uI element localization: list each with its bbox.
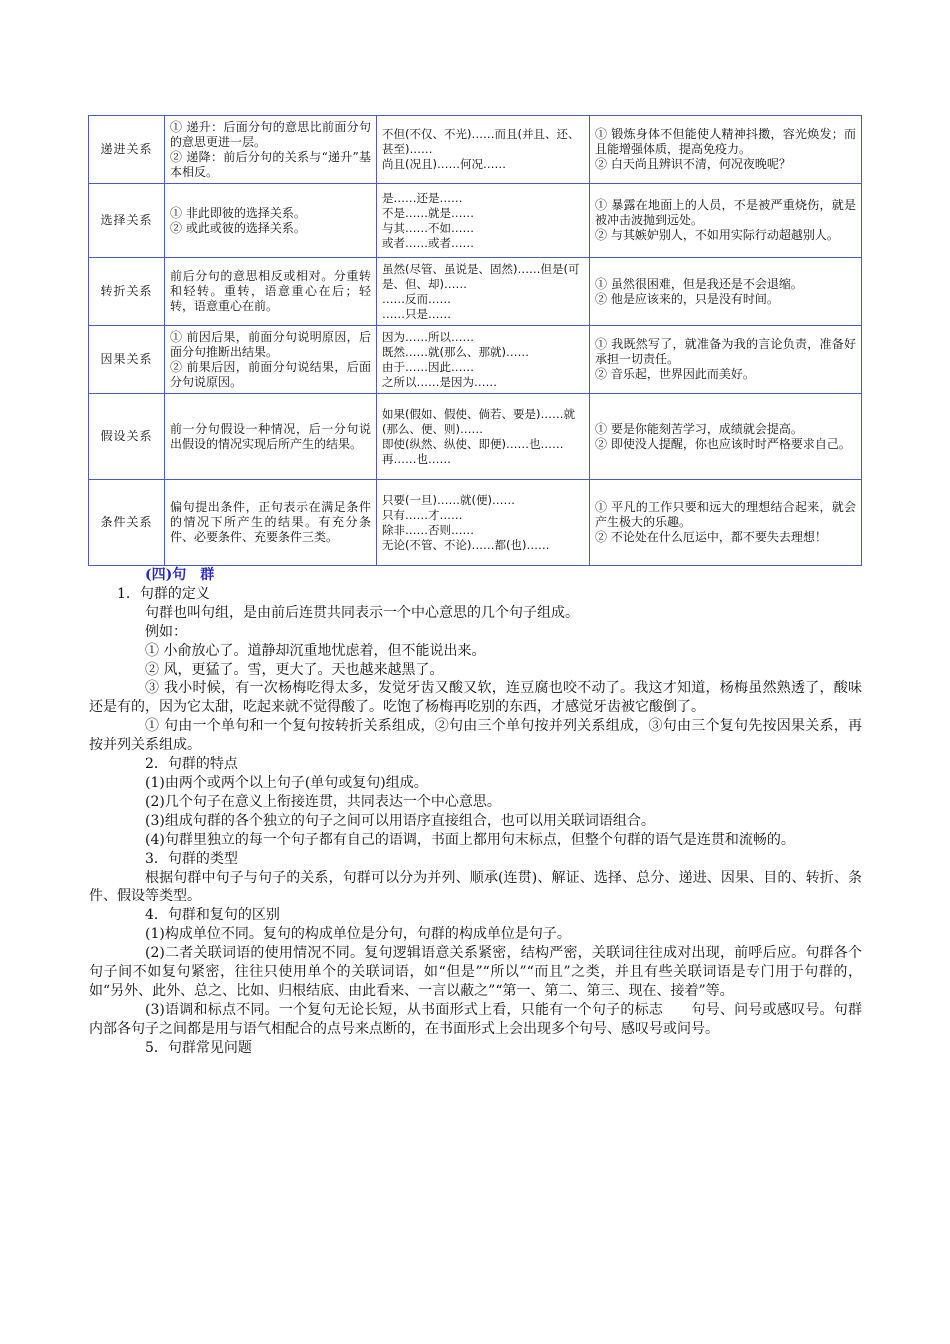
relation-connectives-line: 只有……才…… — [382, 507, 463, 522]
subsection-title-3: 3．句群的类型 — [145, 850, 238, 867]
relation-examples-line: ② 他是应该来的，只是没有时间。 — [595, 291, 779, 306]
relation-description-line: 偏句提出条件，正句表示在满足条件的情况下所产生的结果。有充分条件、必要条件、充要条件三类。 — [170, 500, 371, 544]
difference-3: (3)语调和标点不同。一个复句无论长短，从书面形式上看，只能有一个句子的标志 句号、问号或感叹号。句群内部各句子之间都是用与语气相配合的点号来点断的，在书面形式上会出现多个句号、感叹号或问号。 — [89, 1001, 862, 1037]
relation-description — [165, 184, 377, 258]
relation-description — [165, 394, 377, 480]
section-content — [89, 566, 862, 1058]
relation-description-line: ② 或此或彼的选择关系。 — [170, 220, 306, 235]
relation-description — [165, 326, 377, 394]
relation-connectives — [377, 394, 590, 480]
relation-examples — [590, 480, 862, 566]
relation-connectives-line: ……反而…… — [382, 291, 451, 306]
relation-examples-line: ① 要是你能刻苦学习，成绩就会提高。 — [595, 421, 803, 436]
relation-examples — [590, 116, 862, 184]
relation-connectives-line: 之所以……是因为…… — [382, 374, 497, 389]
relation-connectives — [377, 184, 590, 258]
relation-description-line: 前后分句的意思相反或相对。分重转和轻转。重转，语意重心在后；轻转，语意重心在前。 — [170, 269, 371, 313]
relation-description-line: ② 前果后因，前面分句说结果，后面分句说原因。 — [170, 359, 371, 389]
relation-description-line: ① 递升：后面分句的意思比前面分句的意思更进一层。 — [170, 119, 371, 149]
relation-examples-line: ② 即使没人提醒，你也应该时时严格要求自己。 — [595, 436, 851, 451]
relation-description-line: 前一分句假设一种情况，后一分句说出假设的情况实现后所产生的结果。 — [170, 421, 371, 451]
relation-connectives-line: 无论(不管、不论)……都(也)…… — [382, 537, 550, 552]
subsection-title-4: 4．句群和复句的区别 — [145, 907, 280, 924]
difference-2: (2)二者关联词语的使用情况不同。复句逻辑语意关系紧密，结构严密，关联词往往成对出现，前呼后应。句群各个句子间不如复句紧密，往往只使用单个的关联词语，如“但是”“所以”“而且”之类，并且有些关联词语是专门用于句群的，如“另外、此外、总之、比如、归根结底、由此看来、一言以蔽之”“第一、第二、第三、现在、接着”等。 — [89, 945, 862, 999]
relation-examples-line: ② 不论处在什么厄运中，都不要失去理想！ — [595, 530, 827, 544]
subsection-title-1-text: 1．句群的定义 — [117, 585, 210, 602]
relation-connectives-line: 由于……因此…… — [382, 359, 474, 374]
relation-description — [165, 258, 377, 326]
relation-examples — [590, 258, 862, 326]
difference-1: (1)构成单位不同。复句的构成单位是分句，句群的构成单位是句子。 — [145, 926, 571, 943]
relation-examples-line: ① 锻炼身体不但能使人精神抖擞，容光焕发；而且能增强体质，提高免疫力。 — [595, 127, 856, 156]
relation-name: 转折关系 — [89, 258, 165, 326]
relation-description-line: ① 非此即彼的选择关系。 — [170, 205, 306, 220]
relation-examples — [590, 184, 862, 258]
relation-connectives-line: 或者……或者…… — [382, 235, 474, 250]
relation-examples-line: ① 暴露在地面上的人员，不是被严重烧伤，就是被冲击波抛到远处。 — [595, 198, 856, 227]
example-3: ③ 我小时候，有一次杨梅吃得太多，发觉牙齿又酸又软，连豆腐也咬不动了。我这才知道，杨梅虽然熟透了，酸味还是有的，因为它太甜，吃起来就不觉得酸了。吃饱了杨梅再吃别的东西，才感觉牙齿被它酸倒了。 — [89, 680, 862, 716]
relation-connectives-line: 除非……否则…… — [382, 522, 474, 537]
feature-2: (2)几个句子在意义上衔接连贯，共同表达一个中心意思。 — [145, 793, 501, 810]
example-1: ① 小俞放心了。道静却沉重地忧虑着，但不能说出来。 — [145, 642, 486, 659]
relation-connectives-line: 如果(假如、假使、倘若、要是)……就(那么、便、则)…… — [382, 406, 575, 436]
feature-3: (3)组成句群的各个独立的句子之间可以用语序直接组合，也可以用关联词语组合。 — [145, 812, 655, 829]
relation-description-line: ① 前因后果，前面分句说明原因，后面分句推断出结果。 — [170, 329, 371, 359]
relation-examples-line: ① 平凡的工作只要和远大的理想结合起来，就会产生极大的乐趣。 — [595, 500, 856, 529]
type-paragraph: 根据句群中句子与句子的关系，句群可以分为并列、顺承(连贯)、解证、选择、总分、递进、因果、目的、转折、条件、假设等类型。 — [89, 869, 862, 905]
relation-connectives-line: 不是……就是…… — [382, 205, 474, 220]
relation-connectives-line: 因为……所以…… — [382, 329, 474, 344]
relation-connectives-line: 是……还是…… — [382, 190, 463, 205]
relation-connectives-line: 再……也…… — [382, 451, 451, 466]
example-label: 例如： — [145, 623, 187, 640]
relation-examples-line: ② 音乐起，世界因此而美好。 — [595, 367, 755, 381]
definition-paragraph: 句群也叫句组，是由前后连贯共同表示一个中心意思的几个句子组成。 — [145, 604, 579, 621]
relation-connectives — [377, 116, 590, 184]
feature-4: (4)句群里独立的每一个句子都有自己的语调，书面上都用句末标点，但整个句群的语气是连贯和流畅的。 — [145, 831, 795, 848]
relation-name: 递进关系 — [89, 116, 165, 184]
relation-connectives — [377, 480, 590, 566]
relation-connectives-line: 只要(一旦)……就(便)…… — [382, 492, 515, 507]
example-2: ② 风，更猛了。雪，更大了。天也越来越黑了。 — [145, 661, 444, 678]
relation-description-line: ② 递降：前后分句的关系与“递升”基本相反。 — [170, 149, 371, 179]
relation-connectives-line: 即使(纵然、纵使、即便)……也…… — [382, 436, 564, 451]
relation-row — [89, 116, 862, 184]
relation-connectives — [377, 258, 590, 326]
relation-connectives-line: 与其……不如…… — [382, 220, 474, 235]
feature-1: (1)由两个或两个以上句子(单句或复句)组成。 — [145, 774, 428, 791]
subsection-title-2: 2．句群的特点 — [145, 756, 238, 773]
relation-examples — [590, 394, 862, 480]
section-heading: (四)句 群 — [145, 567, 215, 583]
relation-row — [89, 184, 862, 258]
relation-row — [89, 394, 862, 480]
relation-connectives-line: 虽然(尽管、虽说是、固然)……但是(可是、但、却)…… — [382, 261, 580, 291]
relation-table — [88, 115, 862, 566]
relation-examples-line: ① 虽然很困难，但是我还是不会退缩。 — [595, 276, 803, 291]
relation-connectives-line: 不但(不仅、不光)……而且(并且、还、甚至)…… — [382, 127, 580, 156]
relation-name: 选择关系 — [89, 184, 165, 258]
relation-row — [89, 480, 862, 566]
relation-table-body — [89, 116, 862, 566]
example-analysis: ① 句由一个单句和一个复句按转折关系组成，②句由三个单句按并列关系组成，③句由三个复句先按因果关系，再按并列关系组成。 — [89, 718, 862, 754]
relation-examples-line: ② 白天尚且辨识不清，何况夜晚呢？ — [595, 157, 791, 171]
relation-row — [89, 326, 862, 394]
relation-examples — [590, 326, 862, 394]
relation-connectives-line: ……只是…… — [382, 306, 451, 321]
relation-connectives — [377, 326, 590, 394]
relation-name: 条件关系 — [89, 480, 165, 566]
relation-connectives-line: 既然……就(那么、那就)…… — [382, 344, 529, 359]
relation-description — [165, 116, 377, 184]
relation-description — [165, 480, 377, 566]
relation-examples-line: ② 与其嫉妒别人，不如用实际行动超越别人。 — [595, 228, 839, 242]
relation-row — [89, 258, 862, 326]
subsection-title-1 — [117, 585, 862, 604]
relation-connectives-line: 尚且(况且)……何况…… — [382, 157, 506, 171]
relation-name: 因果关系 — [89, 326, 165, 394]
subsection-title-5: 5．句群常见问题 — [145, 1039, 252, 1056]
relation-examples-line: ① 我既然写了，就准备为我的言论负责，准备好承担一切责任。 — [595, 337, 856, 366]
relation-name: 假设关系 — [89, 394, 165, 480]
